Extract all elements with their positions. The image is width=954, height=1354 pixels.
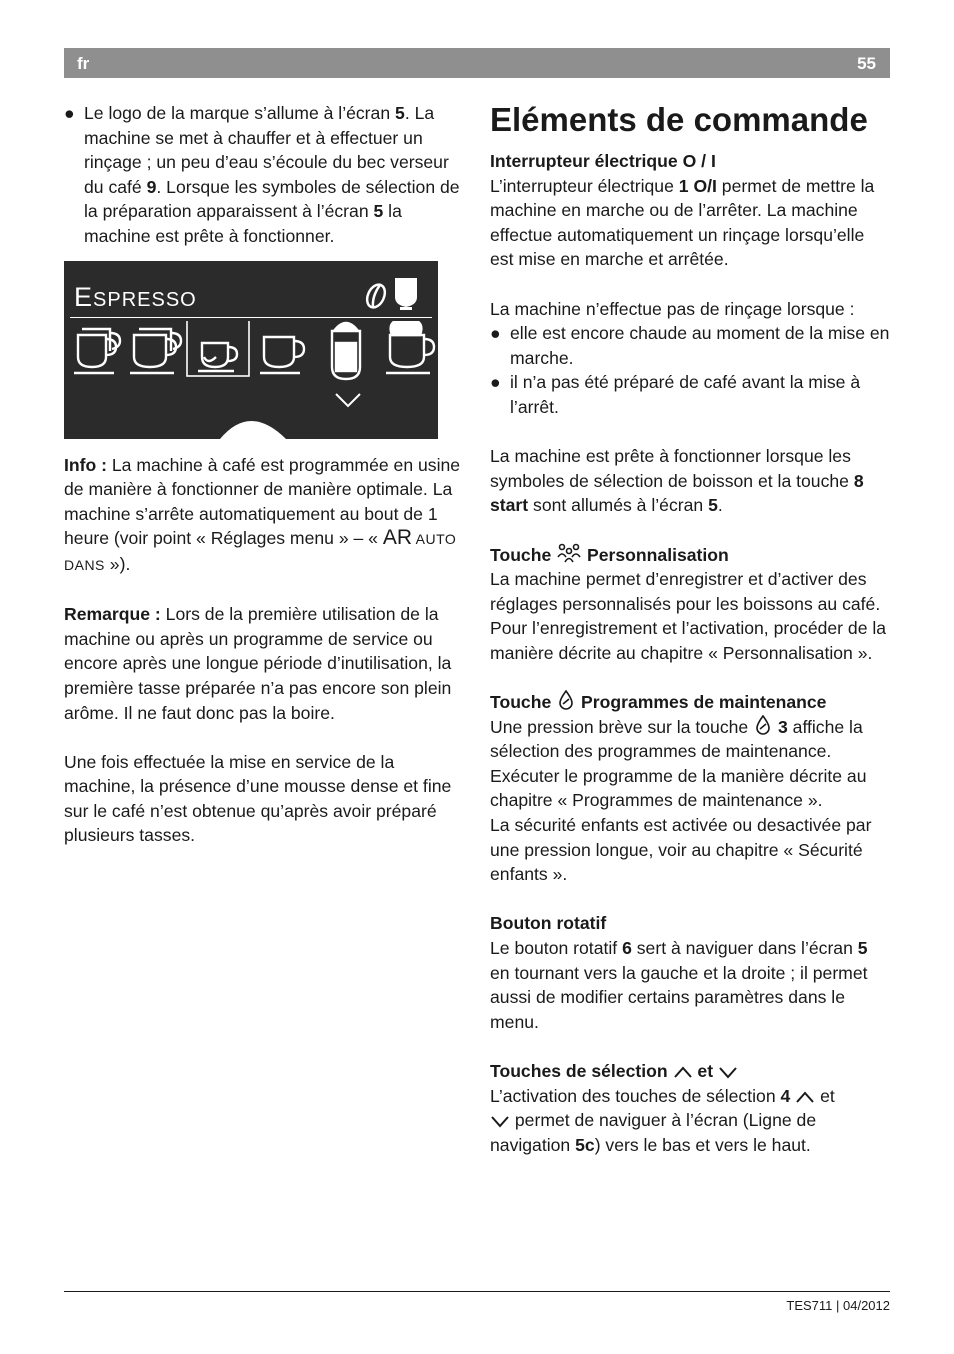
rincage-bullet-1: ● elle est encore chaude au moment de la mise en marche.: [490, 323, 890, 368]
screen-separator: [70, 317, 432, 319]
heading-personnalisation: Touche Personnalisation: [490, 544, 729, 565]
bouton-rotatif-text: Le bouton rotatif 6 sert à naviguer dans l’écran 5 en tournant vers la gauche et la droite ; il permet aussi de modifier certains paramètres dans le menu.: [490, 938, 868, 1032]
interrupteur-text: L’interrupteur électrique 1 O/I permet de mettre la machine en marche ou de l’arrêter. La machine effectue automatiquement un rinçage lorsqu’elle est mise en marche et arrêtée.: [490, 175, 875, 270]
language-label: fr: [77, 54, 90, 73]
coffee-cup-icon: [260, 337, 304, 373]
screen-knob-arc: [220, 421, 286, 439]
remarque-paragraph: Remarque : Lors de la première utilisation de la machine ou après un programme de service ou encore après une longue période d’inutilisation, la première tasse préparée n’a pas encore son plein arôme. Il ne faut donc pas la boire.: [64, 604, 452, 723]
double-espresso-cup-icon: [74, 329, 120, 373]
rincage-bullet-2: ● il n’a pas été préparé de café avant la mise à l’arrêt.: [490, 372, 861, 417]
personnalisation-text: La machine permet d’enregistrer et d’activer des réglages personnalisés pour les boissons au café. Pour l’enregistrement et l’activation, procéder de la manière décrite au chapitre « Personnalisation ».: [490, 569, 887, 663]
heading-touches-selection: Touches de sélection et: [490, 1059, 892, 1084]
footer-reference: TES711 | 04/2012: [786, 1298, 890, 1313]
page-header: [64, 48, 890, 78]
latte-macchiato-glass-icon: [332, 323, 360, 379]
espresso-cup-icon: [198, 343, 237, 371]
right-column: [490, 101, 892, 1157]
securite-text: La sécurité enfants est activée ou desactivée par une pression longue, voir au chapitre « Sécurité enfants ».: [490, 815, 872, 885]
section-title: Eléments de commande: [490, 101, 868, 138]
bullet-dot: ●: [64, 103, 75, 123]
ready-text: La machine est prête à fonctionner lorsque les symboles de sélection de boisson et la touche 8 start sont allumés à l’écran 5.: [490, 446, 864, 516]
rincage-intro: La machine n’effectue pas de rinçage lorsque :: [490, 298, 855, 319]
heading-interrupteur: Interrupteur électrique O / I: [490, 151, 716, 171]
maintenance-text: Une pression brève sur la touche 3 affiche la sélection des programmes de maintenance. Exécuter le programme de la manière décrite au chapitre « Programmes de maintenance ».: [490, 716, 867, 811]
touches-selection-text: L’activation des touches de sélection 4 et permet de naviguer à l’écran (Ligne de navigation 5c) vers le bas et vers le haut.: [490, 1085, 835, 1155]
une-fois-paragraph: Une fois effectuée la mise en service de la machine, la présence d’une mousse dense et fine sur le café n’est obtenue qu’après avoir préparé plusieurs tasses.: [64, 751, 452, 846]
chevron-up-icon: [795, 1090, 815, 1104]
page-number: 55: [857, 54, 876, 73]
cappuccino-cup-icon: [386, 321, 434, 373]
personalisation-icon: [556, 543, 582, 563]
heading-maintenance: Touche Programmes de maintenance: [490, 692, 827, 713]
display-screen: [64, 261, 438, 439]
maintenance-icon: [753, 715, 773, 735]
double-coffee-cup-icon: [130, 329, 181, 373]
screen-title: ESPRESSO: [74, 281, 197, 312]
info-paragraph: Info : La machine à café est programmée en usine de manière à fonctionner de manière optimale. La machine s’arrête automatiquement au bout de 1 heure (voir point « Réglages menu » – « AR AUTO DANS »).: [64, 454, 461, 574]
chevron-down-icon: [490, 1114, 510, 1128]
chevron-down-icon: [718, 1065, 738, 1079]
footer-divider: [64, 1291, 890, 1292]
strength-bean-icon: [364, 281, 388, 311]
left-column: [64, 101, 466, 848]
cup-size-icon: [392, 275, 420, 313]
chevron-up-icon: [673, 1065, 693, 1079]
bullet-startup: ● Le logo de la marque s’allume à l’écran 5. La machine se met à chauffer et à effectuer un rinçage ; un peu d’eau s’écoule du bec verseur du café 9. Lorsque les symboles de sélection de la préparation apparaissent à l’écran 5 la machine est prête à fonctionner.: [64, 103, 460, 246]
maintenance-icon: [556, 690, 576, 710]
heading-bouton-rotatif: Bouton rotatif: [490, 913, 607, 934]
chevron-down-icon: [336, 394, 360, 406]
